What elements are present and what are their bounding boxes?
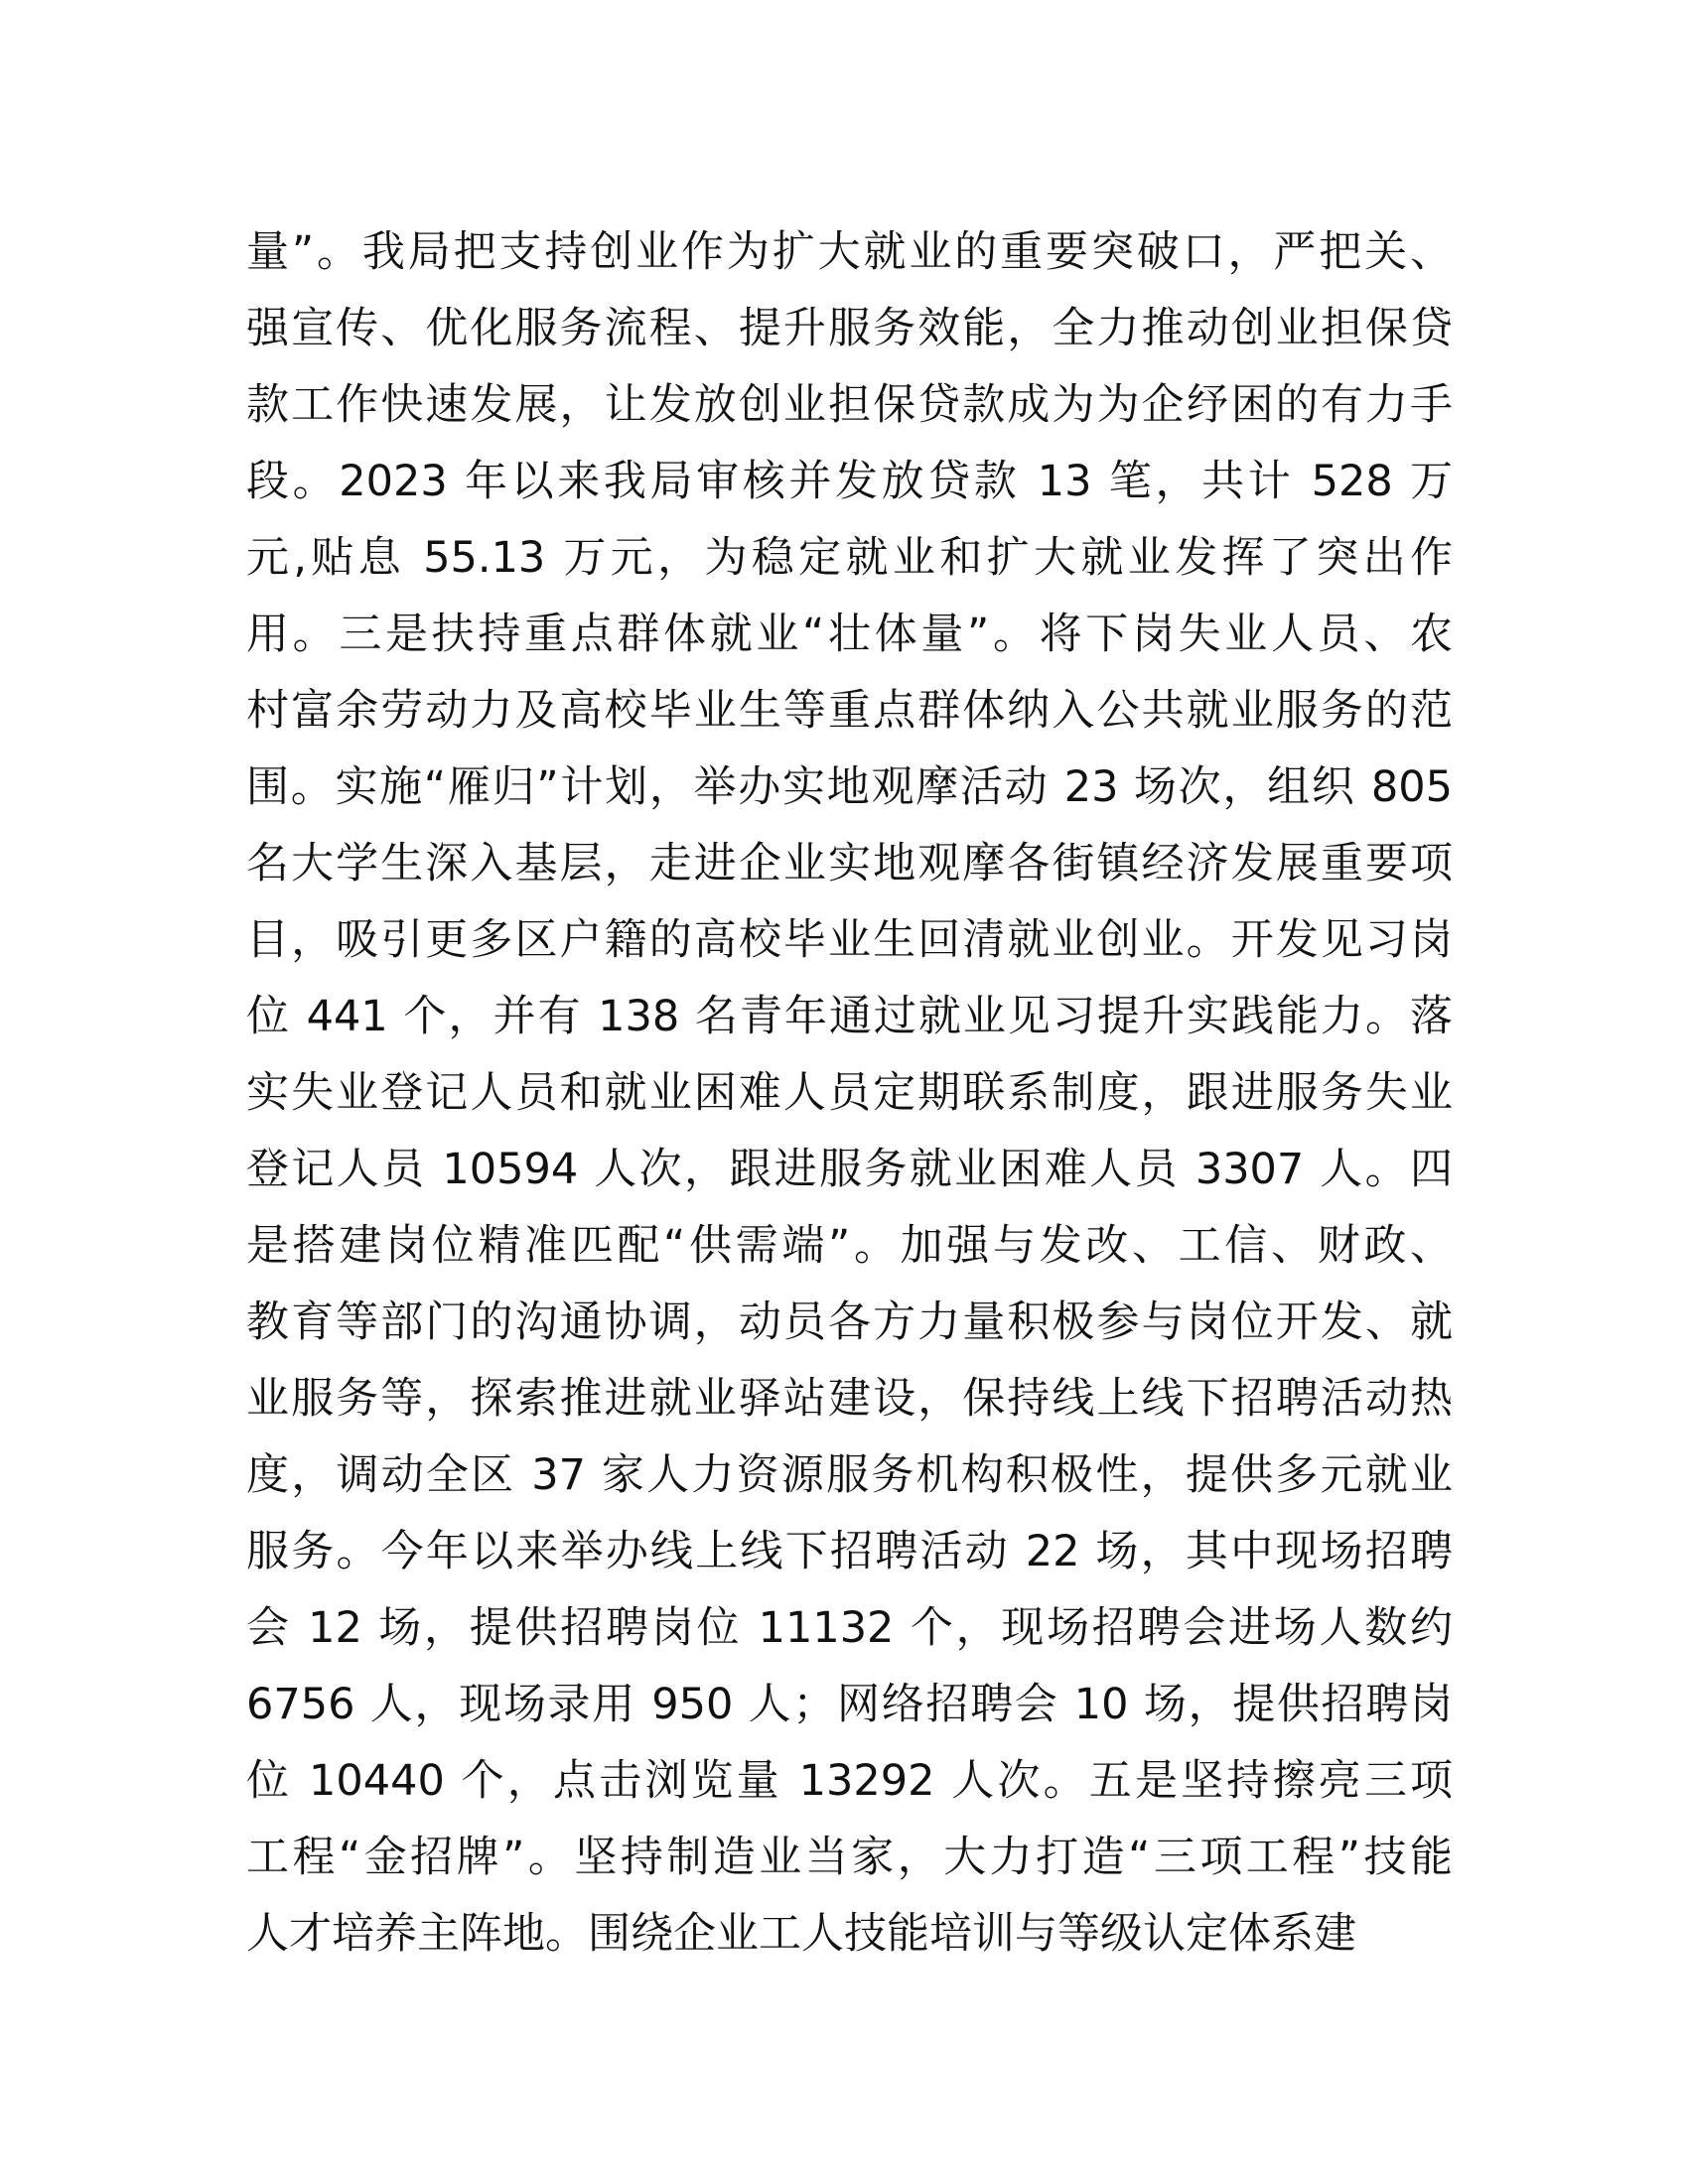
text-line: 业服务等，探索推进就业驿站建设，保持线上线下招聘活动热: [246, 1374, 1453, 1424]
text-line: 段。2023 年以来我局审核并发放贷款 13 笔，共计 528 万: [246, 457, 1453, 506]
body-text: [246, 214, 1453, 1973]
text-line: 用。三是扶持重点群体就业“壮体量”。将下岗失业人员、农: [246, 610, 1453, 659]
text-line: 度，调动全区 37 家人力资源服务机构积极性，提供多元就业: [246, 1450, 1453, 1500]
text-line: 围。实施“雁归”计划，举办实地观摩活动 23 场次，组织 805: [246, 762, 1453, 812]
text-line: 会 12 场，提供招聘岗位 11132 个，现场招聘会进场人数约: [246, 1603, 1453, 1653]
text-line: 款工作快速发展，让发放创业担保贷款成为为企纾困的有力手: [246, 380, 1453, 430]
text-line: 6756 人，现场录用 950 人；网络招聘会 10 场，提供招聘岗: [246, 1680, 1453, 1729]
text-line: 村富余劳动力及高校毕业生等重点群体纳入公共就业服务的范: [246, 686, 1453, 736]
text-line: 实失业登记人员和就业困难人员定期联系制度，跟进服务失业: [246, 1068, 1453, 1118]
text-line: 强宣传、优化服务流程、提升服务效能，全力推动创业担保贷: [246, 304, 1453, 353]
text-line: 教育等部门的沟通协调，动员各方力量积极参与岗位开发、就: [246, 1297, 1453, 1347]
text-line: 目，吸引更多区户籍的高校毕业生回清就业创业。开发见习岗: [246, 915, 1453, 965]
text-line: 人才培养主阵地。围绕企业工人技能培训与等级认定体系建: [246, 1909, 1356, 1959]
text-line: 名大学生深入基层，走进企业实地观摩各街镇经济发展重要项: [246, 839, 1453, 888]
text-line: 位 10440 个，点击浏览量 13292 人次。五是坚持擦亮三项: [246, 1756, 1453, 1806]
text-line: 量”。我局把支持创业作为扩大就业的重要突破口，严把关、: [246, 227, 1453, 277]
text-line: 工程“金招牌”。坚持制造业当家，大力打造“三项工程”技能: [246, 1833, 1453, 1882]
text-line: 是搭建岗位精准匹配“供需端”。加强与发改、工信、财政、: [246, 1221, 1453, 1271]
text-line: 登记人员 10594 人次，跟进服务就业困难人员 3307 人。四: [246, 1145, 1453, 1194]
text-line: 服务。今年以来举办线上线下招聘活动 22 场，其中现场招聘: [246, 1527, 1453, 1576]
text-line: 元,贴息 55.13 万元，为稳定就业和扩大就业发挥了突出作: [246, 533, 1453, 583]
text-line: 位 441 个，并有 138 名青年通过就业见习提升实践能力。落: [246, 992, 1453, 1041]
